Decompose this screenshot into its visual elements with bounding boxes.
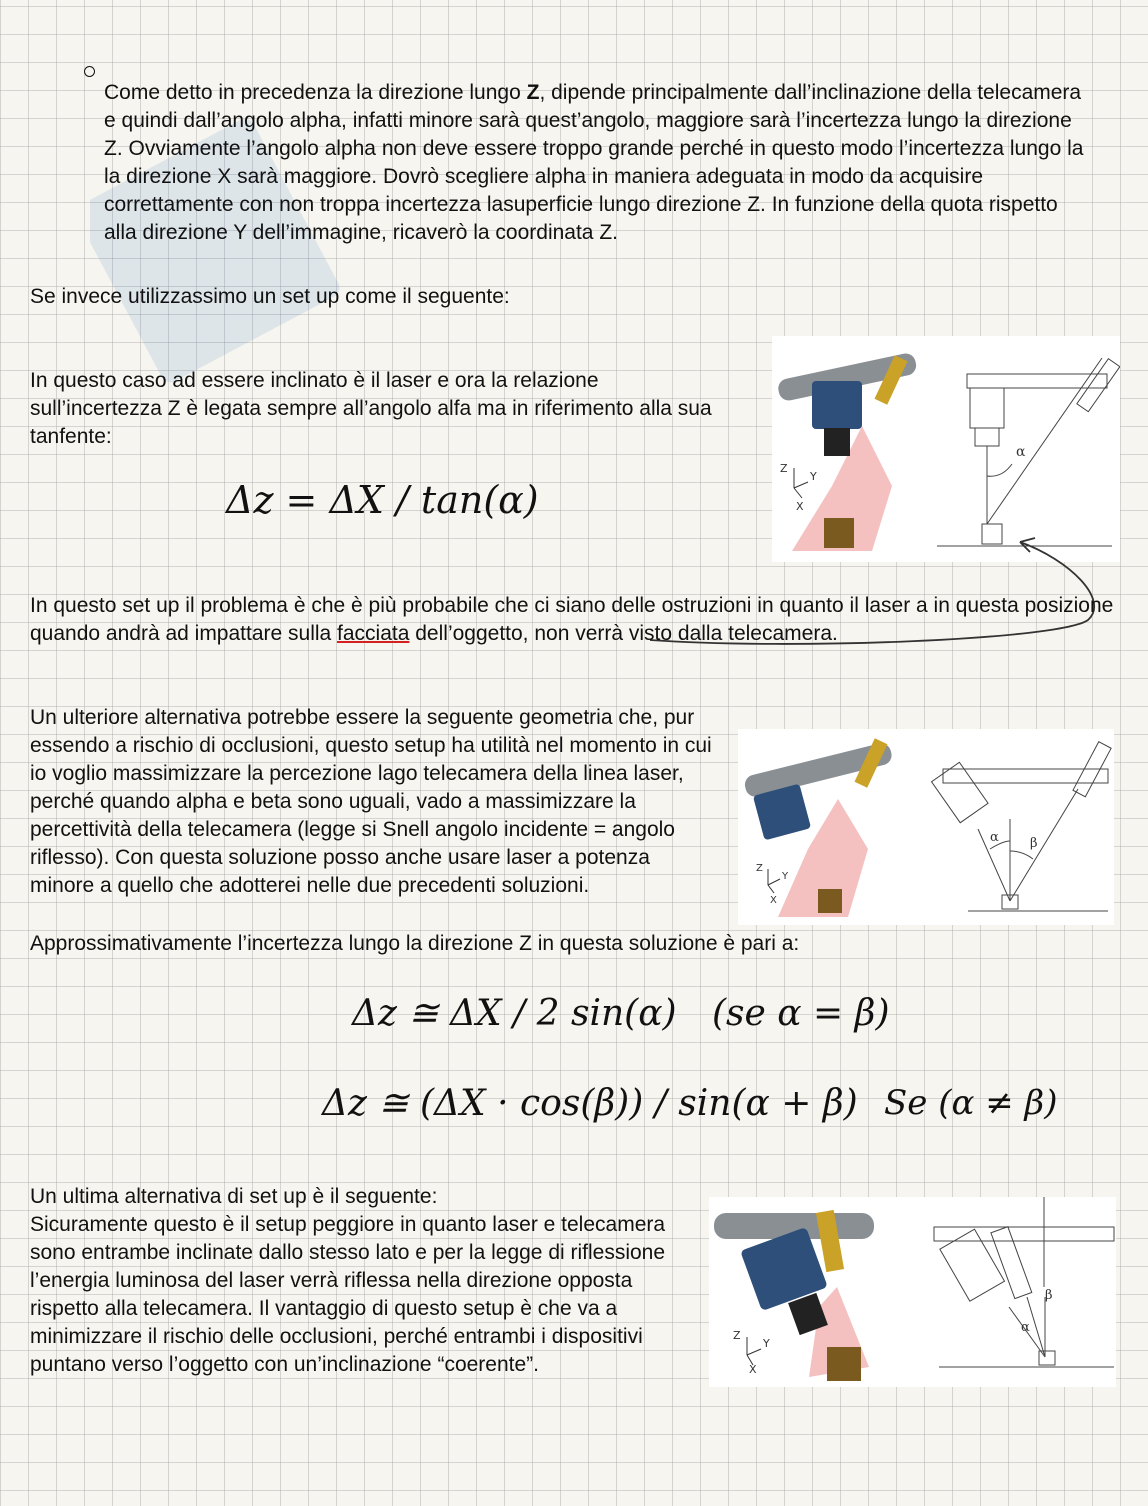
figure-setup2 [772, 336, 1120, 562]
bullet-text [104, 79, 1094, 247]
fig1-alpha: α [1016, 444, 1026, 460]
formula-2-condition: (se α = β) [712, 993, 890, 1034]
fig3-axis-y: Y [763, 1337, 770, 1350]
formula-2: Δz ≅ ΔX / 2 sin(α) [352, 993, 677, 1034]
fig3-alpha: α [1021, 1320, 1030, 1335]
bullet-text-pre: Come detto in precedenza la direzione lungo [104, 81, 527, 104]
setup2-text: In questo caso ad essere inclinato è il laser e ora la relazione sull’incertezza Z è legata sempre all’angolo alfa ma in riferimento alla sua tanfente: [30, 369, 712, 448]
fig1-axis-z: Z [780, 462, 788, 475]
setup2-problem-underlined: facciata [337, 622, 410, 645]
figure-setup3 [738, 729, 1114, 925]
setup4-text: Sicuramente questo è il setup peggiore in quanto laser e telecamera sono entrambe inclinate dallo stesso lato e per la legge di riflessione l’energia luminosa del laser verrà riflessa nella direzione opposta rispetto alla telecamera. Il vantaggio di questo setup è che va a minimizzare il rischio delle occlusioni, perché entrambi i dispositivi puntano verso l’oggetto con un’inclinazione “coerente”. [30, 1213, 666, 1376]
fig1-axis-y: Y [810, 470, 817, 483]
fig1-axis-x: X [796, 500, 804, 513]
fig2-beta: β [1030, 836, 1038, 851]
setup3-approx: Approssimativamente l’incertezza lungo la direzione Z in questa soluzione è pari a: [30, 932, 800, 955]
figure-setup4 [709, 1197, 1116, 1387]
formula-3: Δz ≅ (ΔX · cos(β)) / sin(α + β) [322, 1083, 858, 1124]
setup4-intro: Un ultima alternativa di set up è il seguente: [30, 1185, 438, 1208]
fig2-axis-y: Y [782, 871, 789, 882]
setup2-problem [30, 592, 1115, 648]
formula-3-condition: Se (α ≠ β) [884, 1083, 1058, 1123]
setup2-problem-pre: In questo set up il problema è che è più probabile che ci siano delle ostruzioni in quanto il laser a in questa posizione quando andrà ad impattare sulla [30, 594, 1114, 645]
bullet-marker [84, 66, 95, 77]
bullet-text-post: , dipende principalmente dall’inclinazione della telecamera e quindi dall’angolo alpha, infatti minore sarà quest’angolo, maggiore sarà l’incertezza lungo la direzione Z. Ovviamente l’angolo alpha non deve essere troppo grande perché in questo modo l’incertezza lungo la la direzione X sarà maggiore. Dovrò scegliere alpha in maniera adeguata in modo da acquisire correttamente con non troppa incertezza lasuperficie lungo direzione Z. In funzione della quota rispetto alla direzione Y dell’immagine, ricaverò la coordinata Z. [104, 81, 1084, 244]
setup2-problem-post: dell’oggetto, non verrà visto dalla telecamera. [409, 622, 838, 645]
fig2-axis-z: Z [756, 863, 763, 874]
intro-setup2: Se invece utilizzassimo un set up come il seguente: [30, 285, 510, 308]
fig3-beta: β [1045, 1288, 1053, 1303]
bullet-text-bold: Z [526, 81, 540, 104]
fig3-axis-x: X [749, 1363, 757, 1376]
fig2-alpha: α [990, 830, 999, 845]
formula-1: Δz = ΔX / tan(α) [226, 478, 539, 522]
setup3-text: Un ulteriore alternativa potrebbe essere la seguente geometria che, pur essendo a rischio di occlusioni, questo setup ha utilità nel momento in cui io voglio massimizzare la percezione lago telecamera della linea laser, perché quando alpha e beta sono uguali, vado a massimizzare la percettività della telecamera (legge si Snell angolo incidente = angolo riflesso). Con questa soluzione posso anche usare laser a potenza minore a quello che adotterei nelle due precedenti soluzioni. [30, 706, 712, 897]
fig2-axis-x: X [770, 895, 777, 906]
fig3-axis-z: Z [733, 1329, 741, 1342]
